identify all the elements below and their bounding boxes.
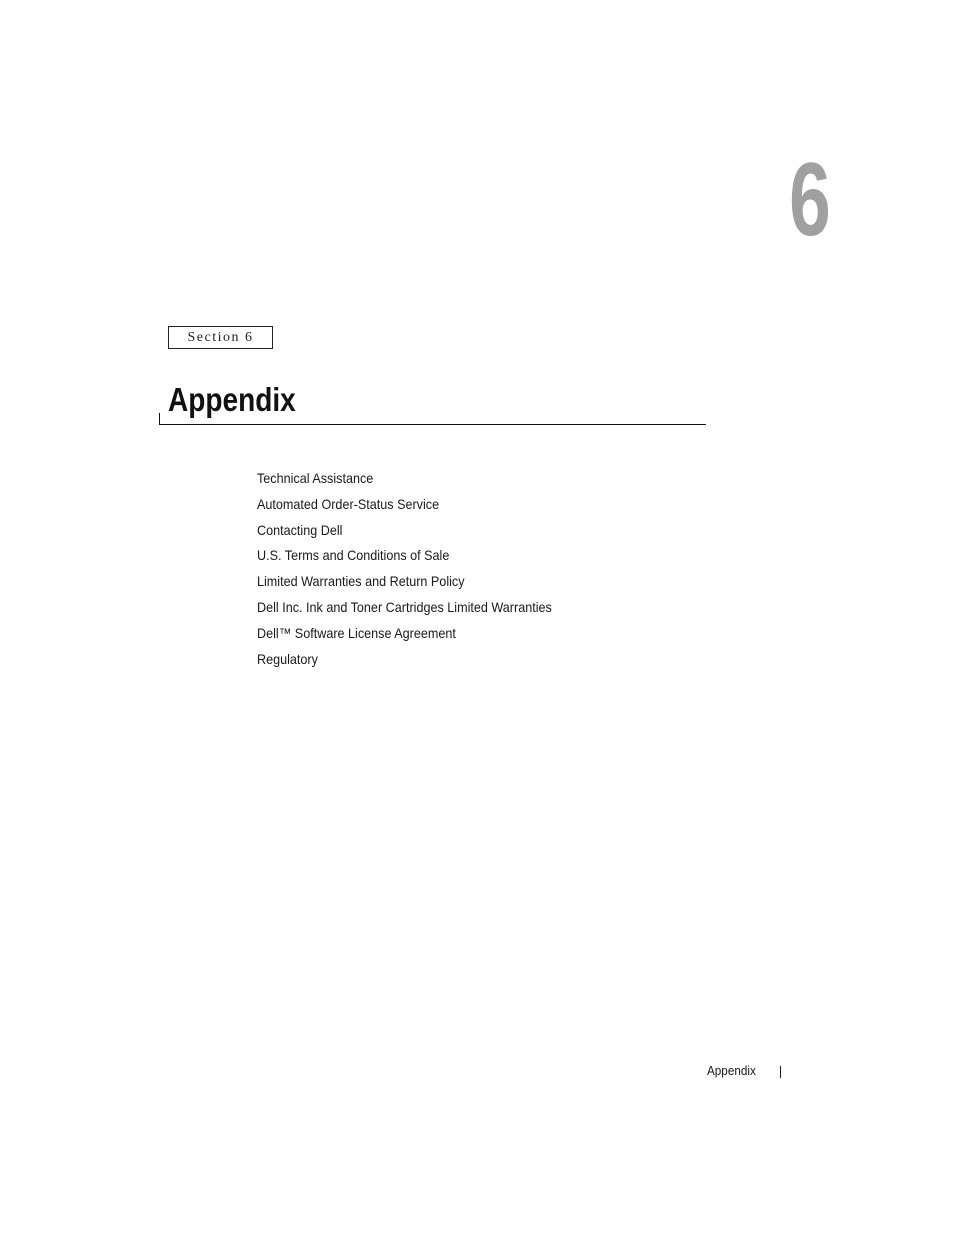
toc-item-contacting-dell[interactable]: Contacting Dell: [257, 521, 343, 538]
title-rule: [159, 424, 706, 425]
toc-item-regulatory[interactable]: Regulatory: [257, 650, 318, 667]
toc-item-ink-toner-warranties[interactable]: Dell Inc. Ink and Toner Cartridges Limited Warranties: [257, 598, 552, 615]
toc-item-terms-of-sale[interactable]: U.S. Terms and Conditions of Sale: [257, 547, 450, 564]
toc-item-software-license[interactable]: Dell™ Software License Agreement: [257, 624, 456, 641]
footer-running-title: Appendix: [707, 1063, 756, 1078]
page-title: Appendix: [168, 381, 296, 418]
toc-item-order-status[interactable]: Automated Order-Status Service: [257, 495, 440, 512]
toc-item-warranties-return[interactable]: Limited Warranties and Return Policy: [257, 573, 465, 590]
section-label: Section 6: [168, 326, 273, 349]
footer-divider: [780, 1066, 781, 1078]
table-of-contents: [257, 468, 585, 674]
toc-item-technical-assistance[interactable]: Technical Assistance: [257, 470, 374, 486]
chapter-number: 6: [789, 142, 831, 258]
